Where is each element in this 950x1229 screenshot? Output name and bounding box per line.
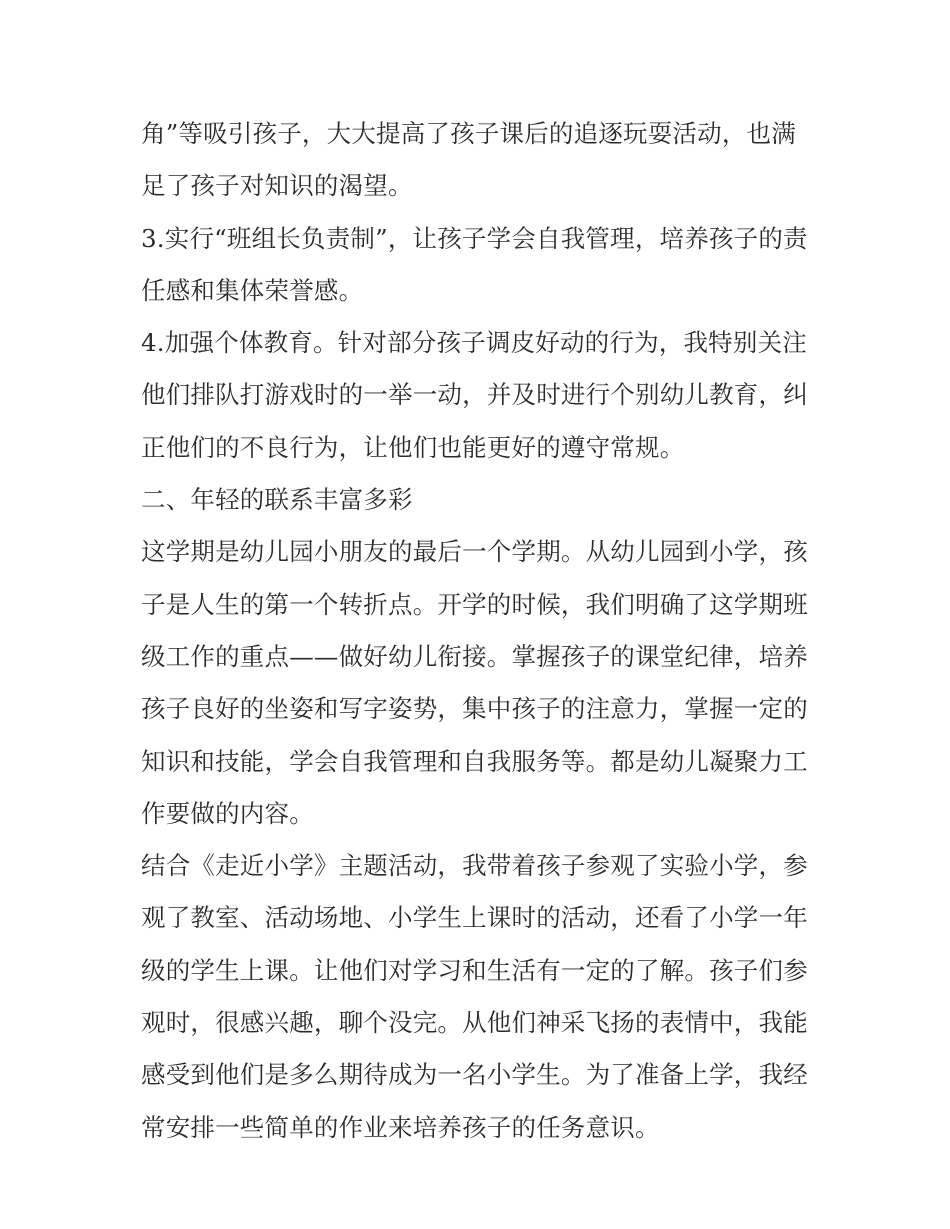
- text-line: 观时，很感兴趣，聊个没完。从他们神采飞扬的表情中，我能: [141, 1008, 808, 1038]
- text-line: 子是人生的第一个转折点。开学的时候，我们明确了这学期班: [141, 589, 808, 619]
- text-line: 观了教室、活动场地、小学生上课时的活动，还看了小学一年: [141, 903, 808, 933]
- text-line: 作要做的内容。: [141, 798, 314, 828]
- text-line: 常安排一些简单的作业来培养孩子的任务意识。: [141, 1112, 660, 1142]
- document-body: [141, 108, 821, 1154]
- text-line: 孩子良好的坐姿和写字姿势，集中孩子的注意力，掌握一定的: [141, 694, 808, 724]
- text-line: 感受到他们是多么期待成为一名小学生。为了准备上学，我经: [141, 1060, 808, 1090]
- section-heading: 二、年轻的联系丰富多彩: [141, 485, 413, 515]
- text-line: 任感和集体荣誉感。: [141, 275, 364, 305]
- text-line: 正他们的不良行为，让他们也能更好的遵守常规。: [141, 432, 685, 462]
- text-line: 他们排队打游戏时的一举一动，并及时进行个别幼儿教育，纠: [141, 380, 808, 410]
- text-line: 3.实行“班组长负责制”，让孩子学会自我管理，培养孩子的责: [141, 223, 808, 253]
- text-line: 这学期是幼儿园小朋友的最后一个学期。从幼儿园到小学，孩: [141, 537, 808, 567]
- text-line: 级的学生上课。让他们对学习和生活有一定的了解。孩子们参: [141, 955, 808, 985]
- text-line: 4.加强个体教育。针对部分孩子调皮好动的行为，我特别关注: [141, 328, 807, 358]
- text-line: 知识和技能，学会自我管理和自我服务等。都是幼儿凝聚力工: [141, 746, 808, 776]
- text-line: 足了孩子对知识的渴望。: [141, 171, 413, 201]
- text-line: 角”等吸引孩子，大大提高了孩子课后的追逐玩耍活动，也满: [141, 119, 796, 148]
- text-line: 结合《走近小学》主题活动，我带着孩子参观了实验小学，参: [141, 851, 808, 881]
- text-line: 级工作的重点——做好幼儿衔接。掌握孩子的课堂纪律，培养: [141, 641, 808, 671]
